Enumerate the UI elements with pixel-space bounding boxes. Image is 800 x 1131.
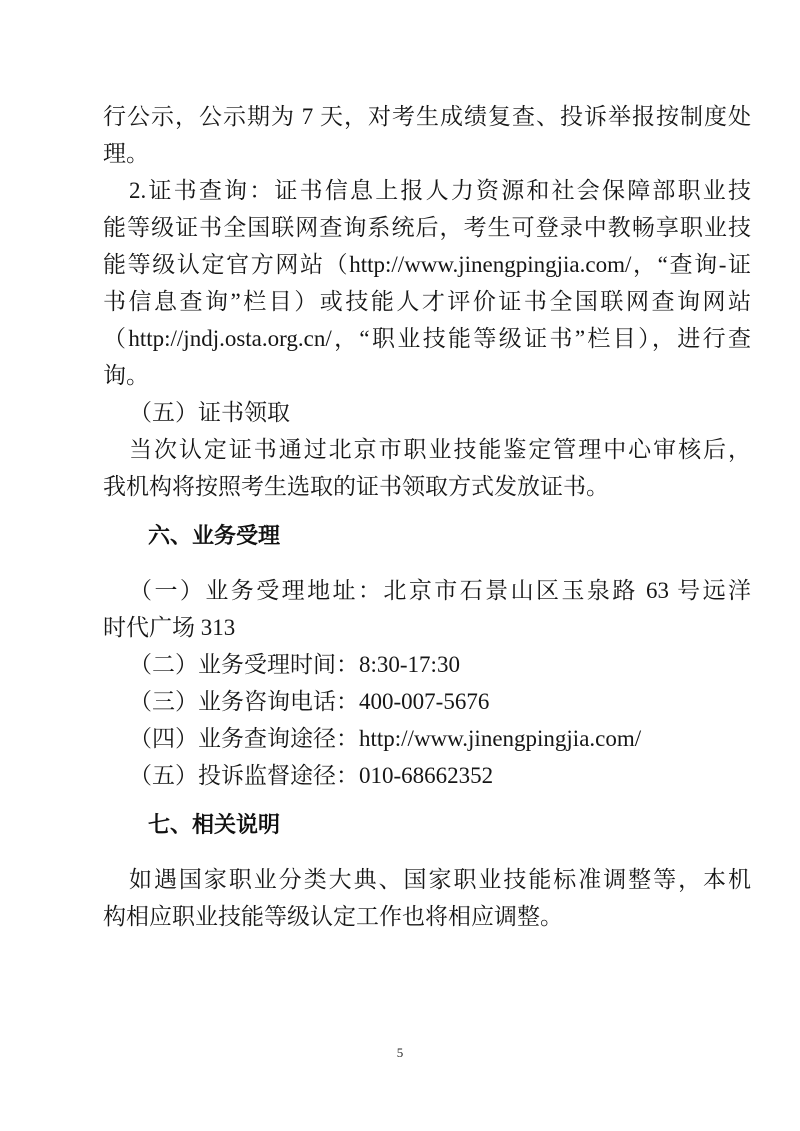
- para-certificate-collection-line-1: 当次认定证书通过北京市职业技能鉴定管理中心审核后，: [129, 437, 751, 462]
- heading-business-acceptance: 六、业务受理: [148, 523, 281, 548]
- para-adjustment-note-line-2: 构相应职业技能等级认定工作也将相应调整。: [103, 904, 563, 929]
- para-consult-phone: （三）业务咨询电话：400-007-5676: [129, 689, 490, 714]
- para-certificate-query-line-6: 询。: [103, 363, 149, 388]
- para-certificate-query-line-4: 书信息查询”栏目）或技能人才评价证书全国联网查询网站: [103, 289, 751, 314]
- heading-related-notes: 七、相关说明: [148, 812, 281, 837]
- para-certificate-query-line-1: 2.证书查询：证书信息上报人力资源和社会保障部职业技: [129, 178, 751, 203]
- para-business-address-line-2: 时代广场 313: [103, 615, 236, 640]
- para-certificate-query-line-2: 能等级证书全国联网查询系统后，考生可登录中教畅享职业技: [103, 215, 751, 240]
- para-score-publicity-continued-line-2: 理。: [103, 141, 149, 166]
- para-query-channel: （四）业务查询途径：http://www.jinengpingjia.com/: [129, 726, 642, 751]
- para-business-hours: （二）业务受理时间：8:30-17:30: [129, 652, 460, 677]
- document-content: [103, 98, 751, 935]
- para-certificate-query-line-5: （http://jndj.osta.org.cn/，“职业技能等级证书”栏目），进行查: [103, 326, 751, 351]
- para-certificate-collection-line-2: 我机构将按照考生选取的证书领取方式发放证书。: [103, 474, 609, 499]
- para-certificate-collection-subtitle: （五）证书领取: [129, 400, 290, 425]
- page-number: 5: [396, 1045, 404, 1060]
- para-score-publicity-continued-line-1: 行公示，公示期为 7 天，对考生成绩复查、投诉举报按制度处: [103, 104, 751, 129]
- para-certificate-query-line-3: 能等级认定官方网站（http://www.jinengpingjia.com/，“查询-证: [103, 252, 751, 277]
- para-complaint-channel: （五）投诉监督途径：010-68662352: [129, 763, 494, 788]
- para-business-address-line-1: （一）业务受理地址：北京市石景山区玉泉路 63 号远洋: [129, 578, 751, 603]
- para-adjustment-note-line-1: 如遇国家职业分类大典、国家职业技能标准调整等，本机: [129, 867, 751, 892]
